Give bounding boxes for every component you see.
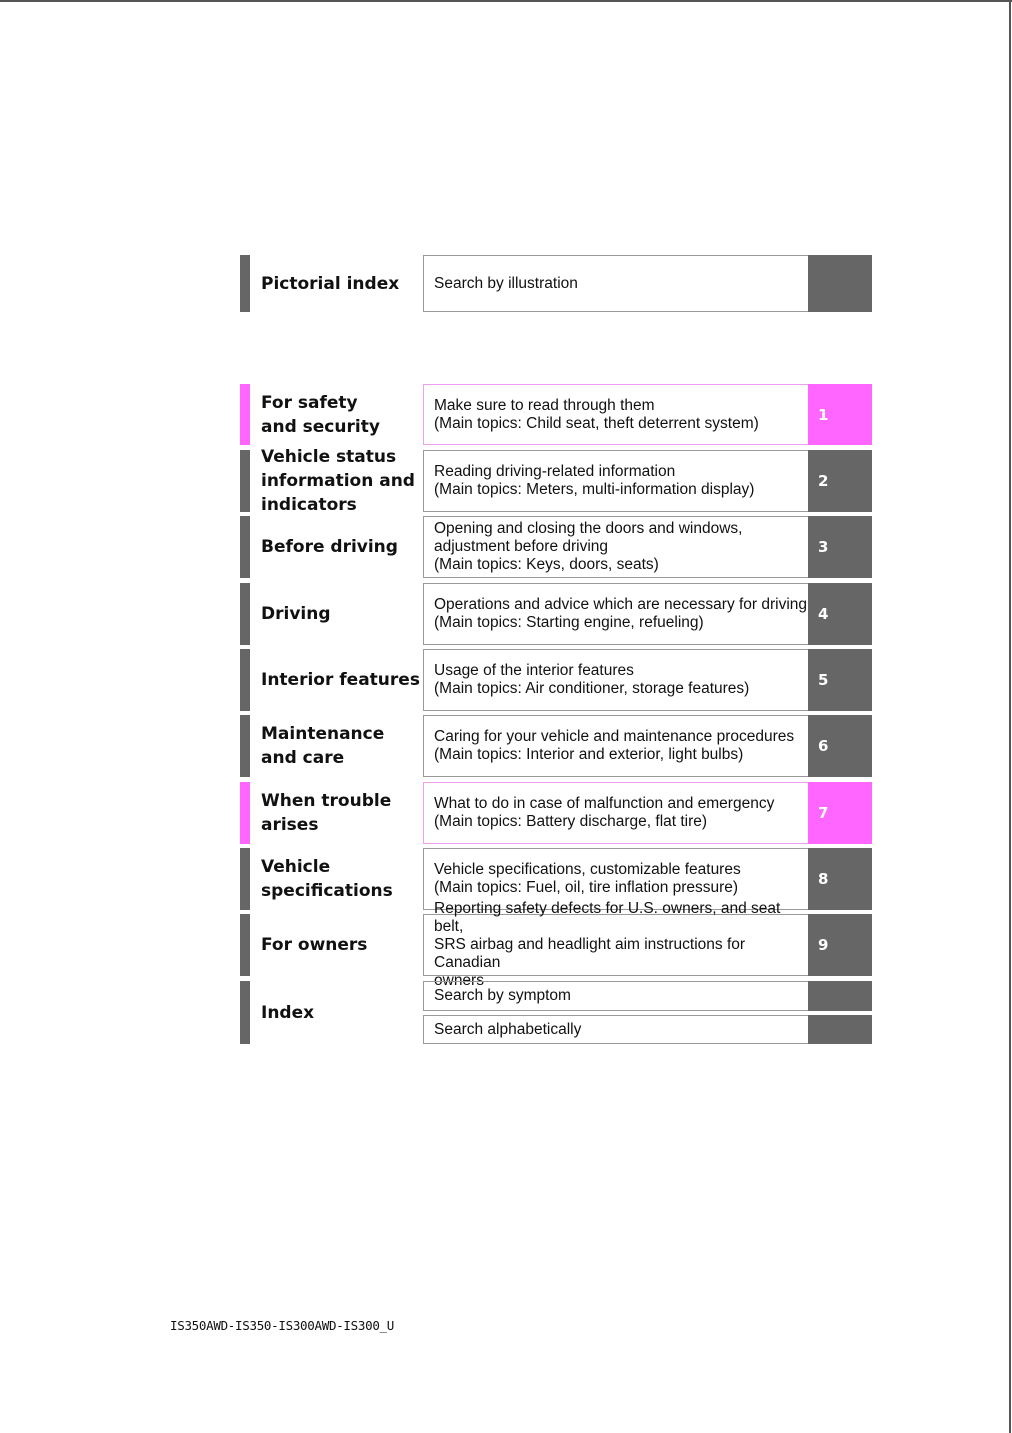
section-description: Vehicle specifications, customizable features (Main topics: Fuel, oil, tire inflation pressure)	[423, 848, 808, 910]
section-bar	[240, 782, 250, 844]
chapter-tab[interactable]: 4	[808, 583, 872, 645]
section-bar	[240, 981, 250, 1044]
section-title: Maintenance and care	[261, 724, 385, 768]
section-description: Reporting safety defects for U.S. owners, and seat belt, SRS airbag and headlight aim instructions for Canadian owners	[423, 914, 808, 976]
section-title: Before driving	[261, 537, 398, 557]
section-title: For safety and security	[261, 392, 380, 437]
index-search-by-symptom[interactable]	[423, 981, 872, 1011]
section-title: When trouble arises	[261, 791, 392, 835]
chapter-tab[interactable]: 9	[808, 914, 872, 976]
section-bar	[240, 583, 250, 645]
chapter-tab[interactable]: 6	[808, 715, 872, 777]
section-description: Caring for your vehicle and maintenance procedures (Main topics: Interior and exterior, light bulbs)	[423, 715, 808, 777]
chapter-row-4[interactable]	[240, 583, 872, 645]
section-title: Pictorial index	[261, 273, 400, 294]
section-description: Reading driving-related information (Main topics: Meters, multi-information display)	[423, 450, 808, 512]
chapter-tab[interactable]: 2	[808, 450, 872, 512]
section-title: Vehicle status information and indicators	[261, 447, 415, 515]
section-title: Index	[261, 1002, 315, 1023]
chapter-row-1[interactable]	[240, 384, 872, 445]
index-tab[interactable]	[808, 1015, 872, 1044]
section-description: What to do in case of malfunction and emergency (Main topics: Battery discharge, flat tire)	[423, 782, 808, 844]
section-title: Driving	[261, 604, 331, 624]
section-description: Operations and advice which are necessary for driving (Main topics: Starting engine, refueling)	[423, 583, 808, 645]
section-title: For owners	[261, 935, 368, 955]
section-tab[interactable]	[808, 255, 872, 312]
index-search-alphabetically[interactable]	[423, 1015, 872, 1044]
chapter-row-2[interactable]	[240, 447, 872, 515]
section-description: Make sure to read through them (Main topics: Child seat, theft deterrent system)	[423, 384, 808, 445]
chapter-tab[interactable]: 8	[808, 848, 872, 910]
chapter-row-5[interactable]	[240, 649, 872, 711]
section-bar	[240, 848, 250, 910]
section-bar	[240, 450, 250, 512]
index-item-label: Search by symptom	[423, 981, 808, 1011]
section-bar	[240, 914, 250, 976]
pictorial-index-row[interactable]	[240, 255, 872, 312]
section-bar	[240, 715, 250, 777]
section-bar	[240, 649, 250, 711]
section-description: Search by illustration	[423, 255, 808, 312]
index-row	[240, 981, 872, 1044]
chapter-row-9[interactable]	[240, 900, 872, 989]
chapter-row-6[interactable]	[240, 715, 872, 777]
chapter-tab[interactable]: 5	[808, 649, 872, 711]
page-border-right	[1009, 0, 1011, 1433]
model-code: IS350AWD-IS350-IS300AWD-IS300_U	[170, 1318, 394, 1333]
section-bar	[240, 516, 250, 578]
chapter-tab[interactable]: 3	[808, 516, 872, 578]
section-bar	[240, 255, 250, 312]
chapter-row-3[interactable]	[240, 516, 872, 578]
chapter-row-7[interactable]	[240, 782, 872, 844]
section-bar	[240, 384, 250, 445]
section-title: Interior features	[261, 670, 420, 690]
section-description: Opening and closing the doors and windows, adjustment before driving (Main topics: Keys, doors, seats)	[423, 516, 808, 578]
chapter-tab[interactable]: 1	[808, 384, 872, 445]
index-tab[interactable]	[808, 981, 872, 1011]
section-title: Vehicle specifications	[261, 857, 393, 901]
section-description: Usage of the interior features (Main topics: Air conditioner, storage features)	[423, 649, 808, 711]
page-border-top	[0, 0, 1012, 2]
index-item-label: Search alphabetically	[423, 1015, 808, 1044]
chapter-tab[interactable]: 7	[808, 782, 872, 844]
